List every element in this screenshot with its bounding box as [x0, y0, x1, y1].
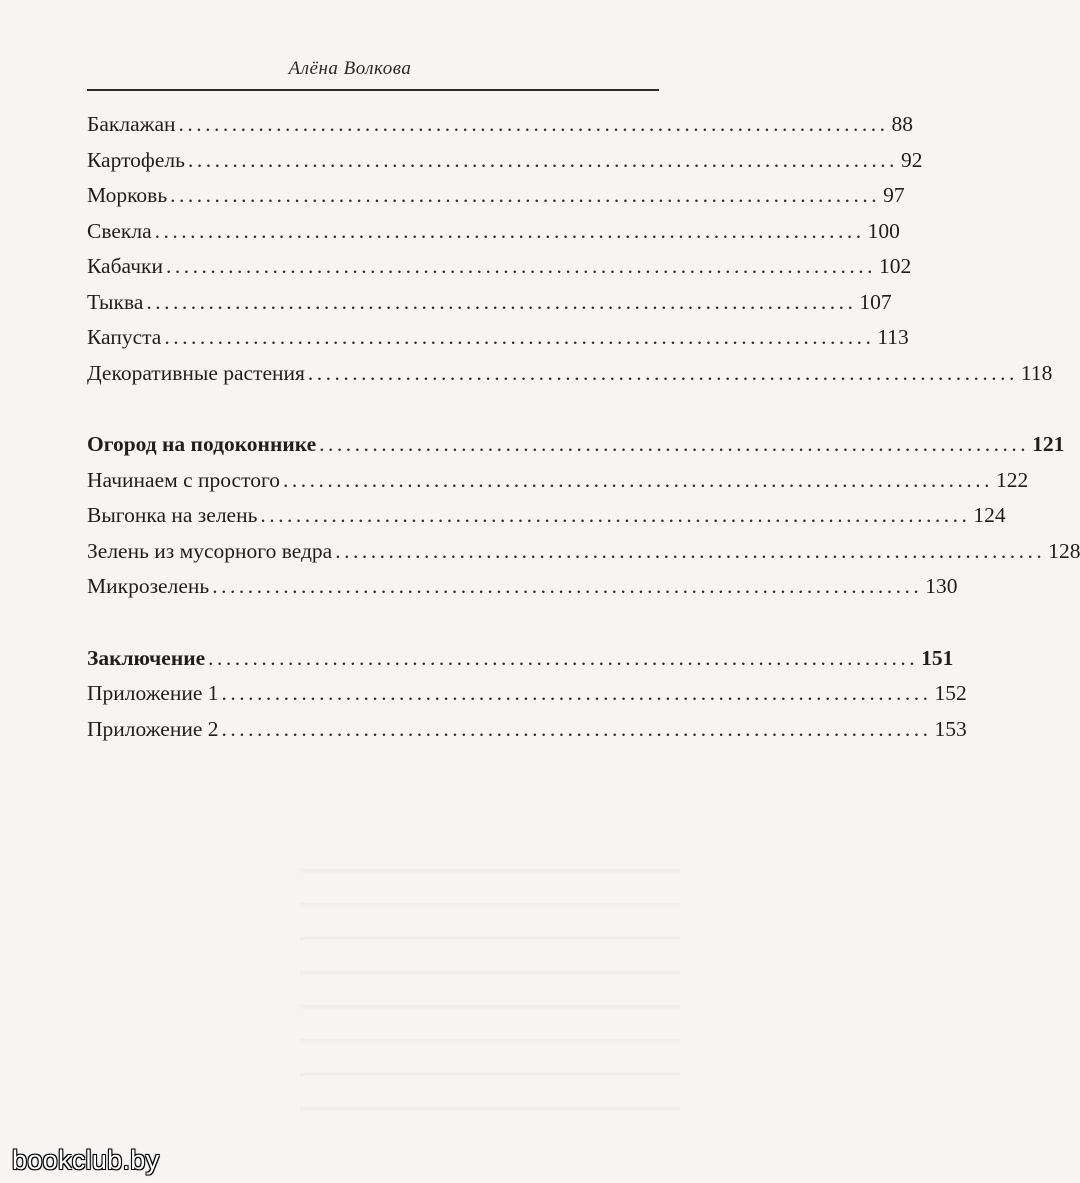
toc-entry: [87, 716, 967, 753]
toc-entry-page: 130: [925, 574, 958, 598]
toc-entry-title: Огород на подоконнике: [87, 432, 317, 456]
toc-entry-title: Начинаем с простого: [87, 467, 280, 492]
toc-leader-dots: ................................................................................: [283, 467, 993, 492]
toc-entry: [87, 112, 914, 148]
site-watermark: bookclub.by: [12, 1145, 160, 1175]
toc-leader-dots: ................................................................................: [146, 289, 857, 314]
toc-entry-title: Баклажан: [87, 112, 176, 136]
toc-entry-title: Капуста: [87, 325, 162, 349]
toc-entry: [87, 147, 923, 184]
toc-leader-dots: ................................................................................: [187, 147, 898, 172]
toc-leader-dots: ................................................................................: [178, 112, 889, 136]
section-spacer: [87, 396, 659, 432]
bleed-through-texture: [300, 840, 680, 1140]
toc-leader-dots: ................................................................................: [154, 218, 865, 243]
toc-entry-title: Морковь: [87, 183, 168, 207]
toc-entry-page: 122: [996, 467, 1029, 492]
toc-entry-page: 102: [879, 254, 912, 278]
toc-entry: [87, 467, 1029, 504]
toc-leader-dots: ................................................................................: [212, 574, 923, 598]
toc-leader-dots: ................................................................................: [221, 681, 932, 705]
toc-entry-page: 92: [900, 147, 923, 172]
toc-entry-page: 124: [973, 503, 1006, 527]
toc-entry: [87, 360, 1053, 397]
toc-entry-page: 121: [1032, 432, 1065, 456]
toc-entry-title: Тыква: [87, 289, 144, 314]
toc-leader-dots: ................................................................................: [164, 325, 875, 349]
toc-entry-page: 118: [1020, 360, 1053, 385]
toc-entry-page: 97: [883, 183, 905, 207]
toc-entry: [87, 325, 909, 361]
running-head-author: Алёна Волкова: [288, 58, 412, 79]
toc-leader-dots: ................................................................................: [335, 538, 1046, 563]
toc-entry: [87, 289, 892, 326]
toc-entry-title: Микрозелень: [87, 574, 210, 598]
toc-leader-dots: ................................................................................: [208, 645, 919, 670]
toc-entry-title: Картофель: [87, 147, 185, 172]
toc-section-heading: [87, 645, 954, 682]
toc-entry-page: 151: [921, 645, 954, 670]
toc-entry: [87, 218, 900, 255]
toc-entry-title: Приложение 1: [87, 681, 219, 705]
toc-leader-dots: ................................................................................: [319, 432, 1030, 456]
toc-entry-page: 100: [867, 218, 900, 243]
toc-entry: [87, 681, 967, 717]
toc-leader-dots: ................................................................................: [166, 254, 876, 278]
toc-entry: [87, 183, 905, 219]
toc-entry-page: 88: [891, 112, 914, 136]
toc-entry-title: Зелень из мусорного ведра: [87, 538, 333, 563]
toc-leader-dots: ................................................................................: [221, 716, 932, 741]
toc-entry: [87, 254, 912, 290]
toc-entry-page: 153: [934, 716, 967, 741]
toc-entry-page: 113: [877, 325, 909, 349]
toc-entry-title: Выгонка на зелень: [87, 503, 258, 527]
toc-leader-dots: ................................................................................: [307, 360, 1018, 385]
toc-entry-page: 152: [934, 681, 967, 705]
toc-section-heading: [87, 432, 1065, 468]
toc-entry-title: Декоративные растения: [87, 360, 305, 385]
toc-leader-dots: ................................................................................: [170, 183, 881, 207]
toc-entry-page: 128: [1048, 538, 1080, 563]
toc-entry-title: Заключение: [87, 645, 206, 670]
table-of-contents: [87, 112, 1080, 752]
toc-entry-page: 107: [859, 289, 892, 314]
toc-entry: [87, 503, 1006, 539]
toc-entry: [87, 574, 958, 610]
toc-entry-title: Кабачки: [87, 254, 163, 278]
section-spacer: [87, 610, 659, 646]
toc-leader-dots: ................................................................................: [260, 503, 971, 527]
toc-entry-title: Свекла: [87, 218, 152, 243]
header-rule: [87, 89, 659, 91]
toc-entry-title: Приложение 2: [87, 716, 219, 741]
toc-entry: [87, 538, 1080, 575]
